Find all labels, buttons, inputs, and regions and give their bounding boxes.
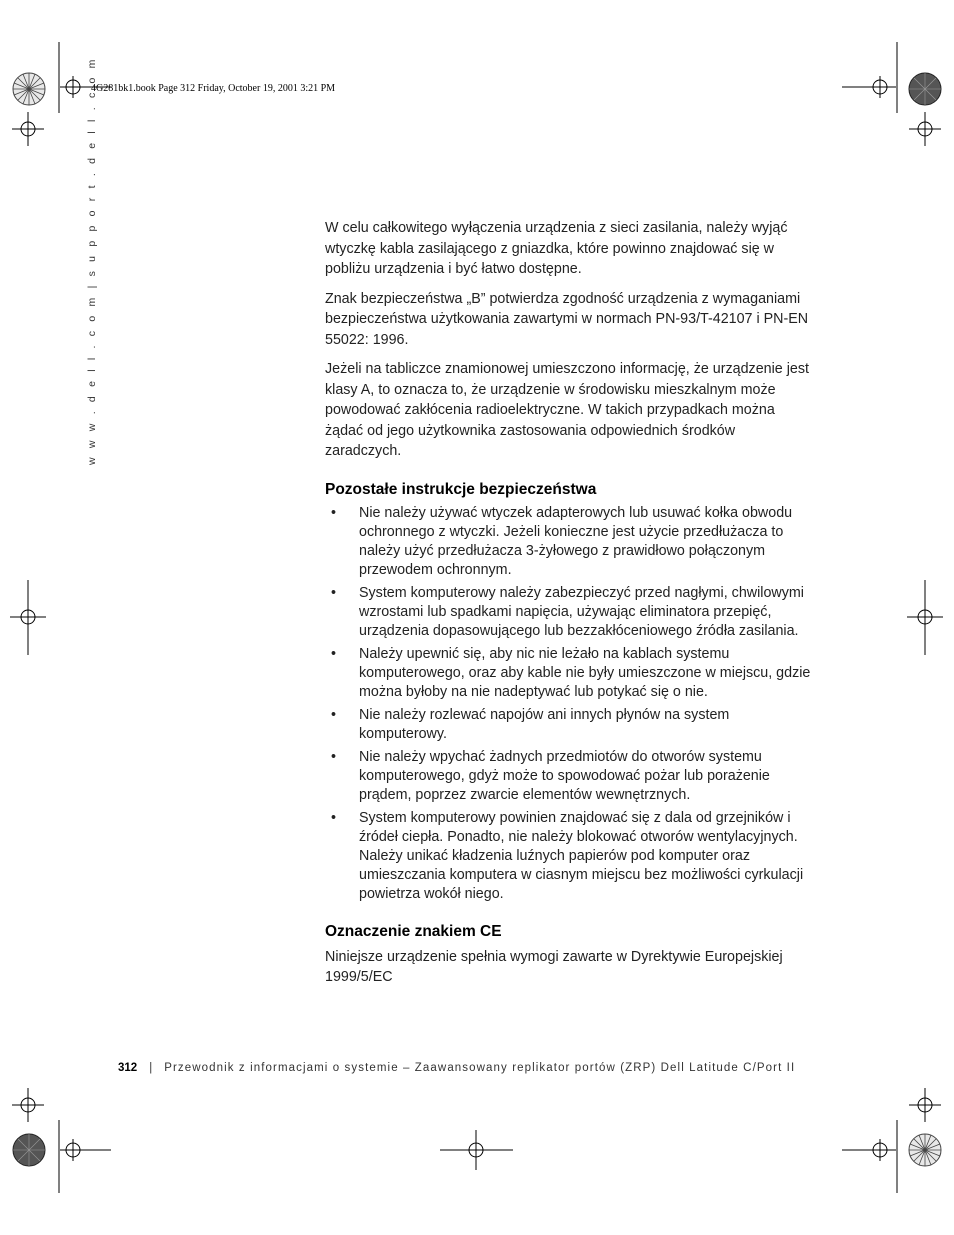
registration-rosette-icon bbox=[908, 1133, 942, 1167]
footer-separator: | bbox=[149, 1062, 153, 1074]
paragraph: Niniejsze urządzenie spełnia wymogi zawarte w Dyrektywie Europejskiej 1999/5/EC bbox=[325, 948, 783, 985]
list-item: • Należy upewnić się, aby nic nie leżało na kablach systemu komputerowego, oraz aby kable nie były umieszczone w miejscu, gdzie można byłoby na nie nadeptywać lub potykać się o nie. bbox=[325, 645, 815, 702]
registration-rosette-icon bbox=[12, 1133, 46, 1167]
list-item: • Nie należy wpychać żadnych przedmiotów do otworów systemu komputerowego, gdyż może to spowodować pożar lub porażenie prądem, poprzez zwarcie elementów wewnętrznych. bbox=[325, 748, 815, 805]
list-item: • System komputerowy powinien znajdować się z dala od grzejników i źródeł ciepła. Ponadto, nie należy blokować otworów wentylacyjnych. Należy unikać kładzenia luźnych papierów pod komputer oraz umieszczania komputera w ciasnym miejscu bez możliwości cyrkulacji powietrza wokół niego. bbox=[325, 809, 815, 904]
print-header: 4G281bk1.book Page 312 Friday, October 19, 2001 3:21 PM bbox=[91, 83, 336, 94]
paragraph: Jeżeli na tabliczce znamionowej umieszczono informację, że urządzenie jest klasy A, to oznacza to, że urządzenie w środowisku mieszkalnym może powodować zakłócenia radioelektryczne. W takich przypadkach można żądać od jego użytkownika zastosowania odpowiednich środków zaradczych. bbox=[325, 361, 809, 459]
page-number: 312 bbox=[118, 1062, 138, 1074]
section-heading: Pozostałe instrukcje bezpieczeństwa bbox=[325, 480, 597, 498]
list-item: • Nie należy rozlewać napojów ani innych płynów na system komputerowy. bbox=[325, 706, 815, 744]
paragraph: W celu całkowitego wyłączenia urządzenia z sieci zasilania, należy wyjąć wtyczkę kabla zasilającego z gniazdka, które powinno znajdować się w pobliżu urządzenia i być łatwo dostępne. bbox=[325, 220, 788, 277]
paragraph: Znak bezpieczeństwa „B” potwierdza zgodność urządzenia z wymaganiami bezpieczeństwa użytkowania zawartymi w normach PN-93/T-42107 i PN-EN 55022: 1996. bbox=[325, 290, 809, 348]
registration-rosette-icon bbox=[12, 72, 46, 106]
registration-rosette-icon bbox=[908, 72, 942, 106]
side-url: w w w . d e l l . c o m | s u p p o r t . d e l l . c o m bbox=[86, 56, 98, 465]
list-item: • System komputerowy należy zabezpieczyć przed nagłymi, chwilowymi wzrostami lub spadkami napięcia, używając eliminatora przepięć, urządzenia dopasowującego lub bezzakłóceniowego źródła zasilania. bbox=[325, 584, 815, 641]
list-item: • Nie należy używać wtyczek adapterowych lub usuwać kołka obwodu ochronnego z wtyczki. Jeżeli konieczne jest użycie przedłużacza to należy użyć przedłużacza 3-żyłowego z prawidłowo połączonym przewodem ochronnym. bbox=[325, 504, 815, 580]
footer-title: Przewodnik z informacjami o systemie – Zaawansowany replikator portów (ZRP) Dell Latitude C/Port II bbox=[164, 1062, 796, 1074]
section-heading: Oznaczenie znakiem CE bbox=[325, 923, 502, 940]
